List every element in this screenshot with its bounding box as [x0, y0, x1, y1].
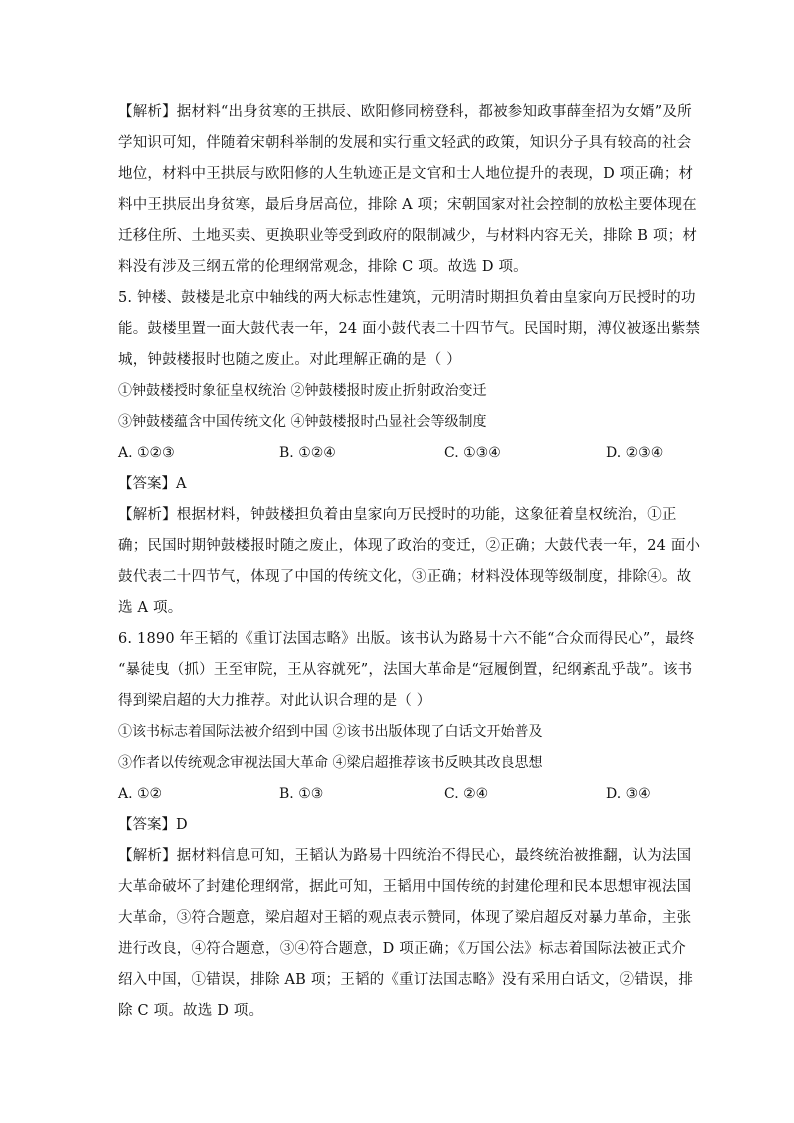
statement-line: ③钟鼓楼蕴含中国传统文化 ④钟鼓楼报时凸显社会等级制度 — [118, 414, 487, 430]
question-6 — [118, 624, 695, 1027]
choice-c: C. ②④ — [444, 786, 489, 802]
question-stem-line: “暴徒曳（抓）王至审院，王从容就死”，法国大革命是“冠履倒置，纪纲紊乱乎哉”。该书 — [118, 662, 693, 678]
question-5 — [118, 283, 701, 624]
analysis-line: 大革命，③符合题意，梁启超对王韬的观点表示赞同，体现了梁启超反对暴力革命，主张 — [118, 910, 692, 926]
choice-d: D. ②③④ — [606, 445, 664, 461]
analysis-line: 【解析】根据材料，钟鼓楼担负着由皇家向万民授时的功能，这象征着皇权统治，①正 — [118, 507, 677, 523]
question-stem-line: 6. 1890 年王韬的《重订法国志略》出版。该书认为路易十六不能“合众而得民心”，最终 — [118, 631, 695, 647]
document-page — [118, 97, 701, 1027]
choice-b: B. ①②④ — [279, 445, 336, 461]
choice-a: A. ①②③ — [118, 445, 175, 461]
statement-line: ①该书标志着国际法被介绍到中国 ②该书出版体现了白话文开始普及 — [118, 724, 543, 740]
statement-line: ①钟鼓楼授时象征皇权统治 ②钟鼓楼报时废止折射政治变迁 — [118, 383, 487, 399]
analysis-line: 确；民国时期钟鼓楼报时随之废止，体现了政治的变迁，②正确；大鼓代表一年，24 面小 — [118, 538, 701, 554]
analysis-line: 学知识可知，伴随着宋朝科举制的发展和实行重文轻武的政策，知识分子具有较高的社会 — [118, 135, 692, 151]
choice-row — [118, 779, 674, 810]
analysis-line: 料中王拱辰出身贫寒，最后身居高位，排除 A 项；宋朝国家对社会控制的放松主要体现在 — [118, 197, 697, 213]
question-stem-line: 5. 钟楼、鼓楼是北京中轴线的两大标志性建筑，元明清时期担负着由皇家向万民授时的功 — [118, 290, 696, 306]
statement-line: ③作者以传统观念审视法国大革命 ④梁启超推荐该书反映其改良思想 — [118, 755, 543, 771]
analysis-line: 大革命破坏了封建伦理纲常，据此可知，王韬用中国传统的封建伦理和民本思想审视法国 — [118, 879, 692, 895]
analysis-line: 选 A 项。 — [118, 600, 183, 616]
analysis-line: 迁移住所、土地买卖、更换职业等受到政府的限制减少，与材料内容无关，排除 B 项；材 — [118, 228, 698, 244]
analysis-line: 地位，材料中王拱辰与欧阳修的人生轨迹正是文官和士人地位提升的表现，D 项正确；材 — [118, 166, 694, 182]
analysis-line: 鼓代表二十四节气，体现了中国的传统文化，③正确；材料没体现等级制度，排除④。故 — [118, 569, 692, 585]
analysis-block-q4 — [118, 97, 698, 283]
analysis-line: 【解析】据材料“出身贫寒的王拱辰、欧阳修同榜登科，都被参知政事薛奎招为女婿”及所 — [118, 104, 692, 120]
question-stem-line: 得到梁启超的大力推荐。对此认识合理的是（ ） — [118, 693, 432, 709]
choice-c: C. ①③④ — [444, 445, 501, 461]
answer-label: 【答案】A — [118, 476, 187, 492]
choice-d: D. ③④ — [606, 786, 651, 802]
question-stem-line: 城，钟鼓楼报时也随之废止。对此理解正确的是（ ） — [118, 352, 461, 368]
choice-a: A. ①② — [118, 786, 163, 802]
answer-label: 【答案】D — [118, 817, 188, 833]
analysis-line: 进行改良，④符合题意，③④符合题意，D 项正确；《万国公法》标志着国际法被正式介 — [118, 941, 686, 957]
analysis-line: 【解析】据材料信息可知，王韬认为路易十四统治不得民心，最终统治被推翻，认为法国 — [118, 848, 692, 864]
choice-row — [118, 438, 674, 469]
choice-b: B. ①③ — [279, 786, 324, 802]
question-stem-line: 能。鼓楼里置一面大鼓代表一年，24 面小鼓代表二十四节气。民国时期，溥仪被逐出紫禁 — [118, 321, 701, 337]
analysis-line: 除 C 项。故选 D 项。 — [118, 1003, 264, 1019]
analysis-line: 料没有涉及三纲五常的伦理纲常观念，排除 C 项。故选 D 项。 — [118, 259, 528, 275]
analysis-line: 绍入中国，①错误，排除 AB 项；王韬的《重订法国志略》没有采用白话文，②错误，排 — [118, 972, 694, 988]
